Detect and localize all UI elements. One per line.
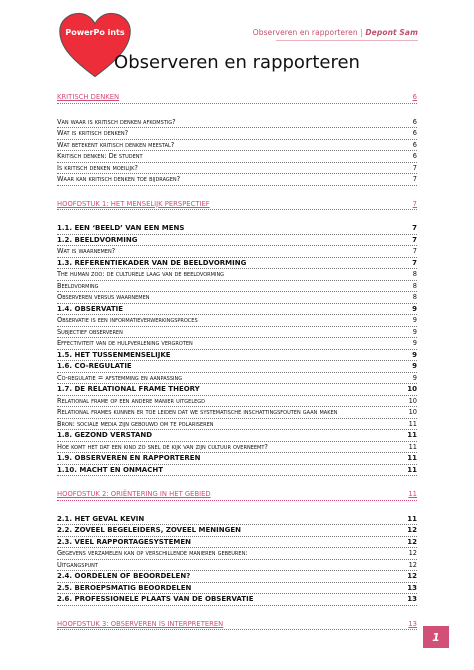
toc-entry-row[interactable] xyxy=(57,514,417,526)
toc-entry-row[interactable] xyxy=(57,453,417,465)
toc-entry-page: 11 xyxy=(407,454,417,462)
toc-entry-page: 9 xyxy=(412,316,417,324)
toc-entry-row[interactable] xyxy=(57,223,417,235)
toc-entry-title: Observeren versus waarnemen xyxy=(57,293,150,301)
toc-entry-title: Uitgangspunt xyxy=(57,560,98,569)
toc-entry-title: 1.8. GEZOND VERSTAND xyxy=(57,431,153,439)
toc-entry-title: Is kritisch denken moeilijk? xyxy=(57,163,138,172)
toc-entry-title: Gegevens verzamelen kan op verschillende manieren gebeuren: xyxy=(57,549,248,557)
toc-entry-page: 7 xyxy=(412,224,417,232)
toc-entry-page: 8 xyxy=(412,270,417,278)
toc-entry-row[interactable] xyxy=(57,315,417,327)
toc-entry-row[interactable] xyxy=(57,442,417,454)
toc-entry-page: 9 xyxy=(412,373,417,382)
toc-entry-row[interactable] xyxy=(57,235,417,247)
toc-entry-page: 6 xyxy=(412,140,417,149)
toc-entry-row[interactable] xyxy=(57,560,417,572)
toc-chapter-row[interactable]: HOOFDSTUK 2: ORIËNTERING IN HET GEBIED 11 xyxy=(57,489,417,501)
toc-entry-page: 7 xyxy=(412,163,417,172)
toc-entry-page: 12 xyxy=(408,549,417,557)
toc-entry-title: Observatie is een informatieverwerkingsproces xyxy=(57,316,198,324)
toc-entry-title: Beeldvorming xyxy=(57,281,99,290)
toc-entry-row[interactable] xyxy=(57,246,417,258)
toc-entry-row[interactable] xyxy=(57,258,417,270)
toc-entry-row[interactable] xyxy=(57,350,417,362)
toc-entry-page: 13 xyxy=(407,595,417,603)
toc-entry-row[interactable] xyxy=(57,128,417,140)
toc-group xyxy=(57,117,417,186)
document-title: Observeren en rapporteren xyxy=(114,52,360,73)
toc-entry-title: Van waar is kritisch denken afkomstig? xyxy=(57,117,176,126)
toc-entry-row[interactable] xyxy=(57,338,417,350)
toc-entry-title: Co-regulatie = afstemming en aanpassing xyxy=(57,373,183,382)
toc-entry-row[interactable] xyxy=(57,292,417,304)
logo-text: PowerPo ints xyxy=(65,28,125,37)
toc-entry-title: Wat is waarnemen? xyxy=(57,247,116,255)
toc-entry-row[interactable] xyxy=(57,117,417,129)
toc-entry-title: 2.1. HET GEVAL KEVIN xyxy=(57,514,145,523)
toc-entry-row[interactable] xyxy=(57,525,417,537)
toc-entry-title: 2.3. VEEL RAPPORTAGESYSTEMEN xyxy=(57,537,191,546)
toc-entry-page: 6 xyxy=(412,117,417,126)
toc-entry-page: 11 xyxy=(408,419,417,428)
header-author: Depont Sam xyxy=(365,28,418,37)
toc-entry-title: Wat betekent kritisch denken meestal? xyxy=(57,140,175,149)
toc-entry-row[interactable] xyxy=(57,419,417,431)
toc-entry-row[interactable] xyxy=(57,269,417,281)
toc-entry-page: 13 xyxy=(407,583,417,592)
toc-entry-page: 12 xyxy=(407,572,417,580)
toc-entry-page: 7 xyxy=(412,175,417,183)
toc-entry-page: 10 xyxy=(408,408,417,416)
toc-group xyxy=(57,223,417,476)
toc-chapter-row[interactable]: HOOFDSTUK 1: HET MENSELIJK PERSPECTIEF 7 xyxy=(57,199,417,211)
toc-entry-row[interactable] xyxy=(57,281,417,293)
toc-entry-page: 9 xyxy=(412,339,417,347)
toc-entry-title: 1.2. BEELDVORMING xyxy=(57,235,138,244)
toc-entry-title: 2.6. PROFESSIONELE PLAATS VAN DE OBSERVATIE xyxy=(57,595,254,603)
toc-entry-title: Waar kan kritisch denken toe bijdragen? xyxy=(57,175,181,183)
toc-entry-row[interactable] xyxy=(57,361,417,373)
toc-entry-page: 7 xyxy=(412,247,417,255)
toc-entry-row[interactable] xyxy=(57,407,417,419)
toc-entry-page: 6 xyxy=(412,129,417,137)
toc-entry-row[interactable] xyxy=(57,373,417,385)
header-separator: | xyxy=(360,28,363,37)
toc-entry-page: 10 xyxy=(408,396,417,405)
table-of-contents xyxy=(57,92,417,630)
toc-entry-page: 9 xyxy=(412,327,417,336)
toc-entry-page: 8 xyxy=(412,281,417,290)
toc-entry-row[interactable] xyxy=(57,465,417,477)
toc-entry-row[interactable] xyxy=(57,571,417,583)
toc-entry-title: Relational frames kunnen er toe leiden dat we systematische inschattingsfouten gaan maken xyxy=(57,408,338,416)
running-header xyxy=(253,28,418,37)
toc-entry-title: Effectiviteit van de hulpverlening vergroten xyxy=(57,339,193,347)
toc-entry-page: 9 xyxy=(412,362,417,370)
toc-entry-title: Kritisch denken: De student xyxy=(57,152,143,160)
toc-entry-row[interactable] xyxy=(57,430,417,442)
header-doc-name: Observeren en rapporteren xyxy=(252,28,358,37)
toc-entry-page: 12 xyxy=(407,526,417,534)
toc-entry-page: 9 xyxy=(412,304,417,313)
toc-group xyxy=(57,514,417,606)
toc-entry-row[interactable] xyxy=(57,384,417,396)
toc-entry-row[interactable] xyxy=(57,537,417,549)
toc-entry-row[interactable] xyxy=(57,163,417,175)
toc-entry-page: 12 xyxy=(407,537,417,546)
toc-entry-title: 1.1. EEN ‘BEELD’ VAN EEN MENS xyxy=(57,224,185,232)
toc-chapter-row[interactable]: HOOFDSTUK 3: OBSERVEREN IS INTERPRETEREN 13 xyxy=(57,619,417,631)
toc-entry-page: 11 xyxy=(407,431,417,439)
toc-entry-page: 10 xyxy=(407,385,417,393)
toc-entry-row[interactable] xyxy=(57,548,417,560)
toc-entry-page: 9 xyxy=(412,350,417,359)
toc-entry-title: 1.10. MACHT EN ONMACHT xyxy=(57,465,163,474)
toc-entry-page: 6 xyxy=(412,152,417,160)
toc-entry-page: 8 xyxy=(412,293,417,301)
toc-entry-title: 1.5. HET TUSSENMENSELIJKE xyxy=(57,350,171,359)
toc-entry-row[interactable] xyxy=(57,174,417,186)
toc-chapter-row[interactable]: KRITISCH DENKEN 6 xyxy=(57,92,417,104)
toc-entry-row[interactable] xyxy=(57,151,417,163)
toc-entry-title: Relational frame op een andere manier uitgelegd xyxy=(57,396,205,405)
toc-entry-page: 7 xyxy=(412,235,417,244)
toc-entry-page: 11 xyxy=(408,442,417,451)
header-rule xyxy=(276,40,418,41)
toc-entry-title: 1.6. CO-REGULATIE xyxy=(57,362,132,370)
toc-entry-title: 1.9. OBSERVEREN EN RAPPORTEREN xyxy=(57,454,201,462)
toc-entry-title: 1.4. OBSERVATIE xyxy=(57,304,123,313)
toc-entry-page: 11 xyxy=(407,514,417,523)
toc-entry-title: Hoe komt het dat een kind zo snel de kijk van zijn cultuur overneemt? xyxy=(57,442,268,451)
toc-entry-row[interactable] xyxy=(57,140,417,152)
toc-entry-title: Bron: sociale media zijn gebouwd om te polariseren xyxy=(57,419,214,428)
toc-entry-title: 2.5. BEROEPSMATIG BEOORDELEN xyxy=(57,583,192,592)
toc-entry-title: 1.7. DE RELATIONAL FRAME THEORY xyxy=(57,385,200,393)
toc-entry-row[interactable] xyxy=(57,594,417,606)
toc-entry-title: The human zoo: de culturele laag van de beeldvorming xyxy=(57,270,225,278)
toc-entry-row[interactable] xyxy=(57,396,417,408)
toc-entry-page: 11 xyxy=(407,465,417,474)
toc-entry-row[interactable] xyxy=(57,304,417,316)
toc-entry-title: Subjectief observeren xyxy=(57,327,123,336)
toc-entry-title: 2.4. OORDELEN OF BEOORDELEN? xyxy=(57,572,191,580)
toc-entry-title: 2.2. ZOVEEL BEGELEIDERS, ZOVEEL MENINGEN xyxy=(57,526,241,534)
toc-entry-title: Wat is kritisch denken? xyxy=(57,129,129,137)
toc-entry-title: 1.3. REFERENTIEKADER VAN DE BEELDVORMING xyxy=(57,258,247,267)
toc-entry-page: 7 xyxy=(412,258,417,267)
toc-entry-page: 12 xyxy=(408,560,417,569)
page-number-badge: 1 xyxy=(423,626,449,648)
toc-entry-row[interactable] xyxy=(57,327,417,339)
toc-entry-row[interactable] xyxy=(57,583,417,595)
